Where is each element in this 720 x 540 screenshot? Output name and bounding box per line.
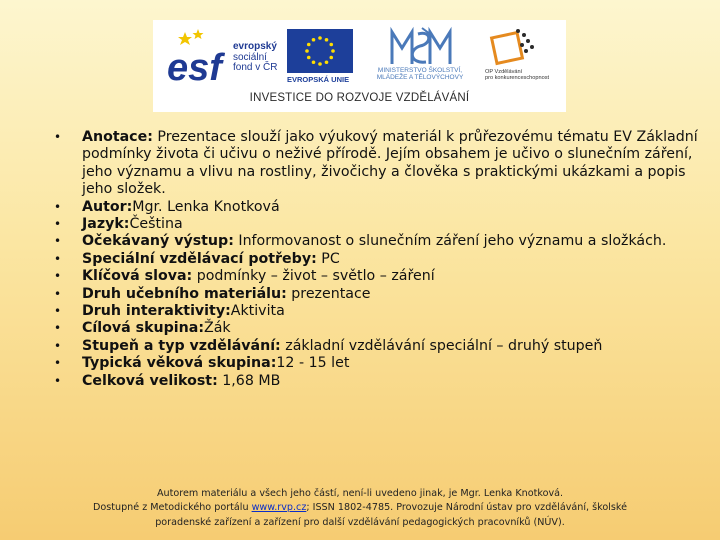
list-item: [52, 355, 702, 372]
svg-text:esf: esf: [167, 47, 222, 86]
list-item: [52, 216, 702, 233]
op-line-1: OP Vzdělávání: [485, 69, 523, 75]
footer: [60, 487, 660, 530]
list-item: [52, 303, 702, 320]
bullet-icon: •: [54, 217, 62, 232]
item-label: Stupeň a typ vzdělávání:: [82, 337, 281, 354]
eu-star-icon: [312, 38, 316, 42]
eu-star-icon: [307, 56, 311, 60]
op-logo-icon: [488, 25, 544, 71]
eu-star-icon: [305, 49, 309, 53]
list-item: [52, 268, 702, 285]
item-value: 12 - 15 let: [276, 355, 350, 372]
bullet-icon: •: [54, 269, 62, 284]
bullet-icon: •: [54, 304, 62, 319]
item-label: Speciální vzdělávací potřeby:: [82, 250, 317, 267]
msmt-line-2: MLÁDEŽE A TĚLOVÝCHOVY: [376, 73, 464, 81]
bullet-icon: •: [54, 234, 62, 249]
item-value: Žák: [204, 320, 231, 337]
item-label: Druh učebního materiálu:: [82, 285, 287, 302]
esf-line-2: sociální: [233, 51, 267, 63]
bullet-icon: •: [54, 338, 62, 353]
footer-line-2: [60, 501, 660, 515]
esf-line-1: evropský: [233, 41, 277, 52]
item-value: 1,68 MB: [217, 372, 281, 389]
logo-banner: [153, 20, 566, 112]
list-item: [52, 286, 702, 303]
eu-star-icon: [318, 36, 322, 40]
item-label: Cílová skupina:: [82, 320, 204, 337]
banner-caption: INVESTICE DO ROZVOJE VZDĚLÁVÁNÍ: [249, 92, 470, 104]
bullet-icon: •: [54, 356, 62, 371]
eu-star-icon: [329, 56, 333, 60]
metadata-list: [52, 129, 702, 390]
footer-line-2-post: ; ISSN 1802-4785. Provozuje Národní ústav pro vzdělávání, školské: [306, 502, 628, 514]
item-value: prezentace: [286, 285, 371, 302]
msmt-text: [365, 68, 475, 82]
item-label: Očekávaný výstup:: [82, 233, 234, 250]
item-value: Mgr. Lenka Knotková: [132, 198, 280, 215]
item-label: Anotace:: [82, 129, 153, 145]
list-item: [52, 129, 702, 199]
bullet-icon: •: [54, 130, 62, 144]
item-value: Aktivita: [230, 303, 285, 320]
item-label: Autor:: [82, 198, 133, 215]
bullet-icon: •: [54, 251, 62, 266]
bullet-icon: •: [54, 321, 62, 336]
item-label: Jazyk:: [82, 216, 130, 233]
eu-star-icon: [329, 43, 333, 47]
op-text: [485, 70, 549, 82]
eu-star-icon: [307, 43, 311, 47]
op-line-2: pro konkurenceschopnost: [485, 74, 550, 81]
portal-link[interactable]: www.rvp.cz: [251, 502, 307, 514]
list-item: [52, 320, 702, 337]
esf-line-3: fond v ČR: [233, 62, 278, 73]
item-value: PC: [316, 250, 340, 267]
footer-line-2-pre: Dostupné z Metodického portálu: [92, 502, 252, 514]
bullet-icon: •: [54, 373, 62, 388]
bullet-icon: •: [54, 199, 62, 214]
msmt-logo-icon: [386, 26, 456, 68]
item-label: Typická věková skupina:: [82, 355, 277, 372]
item-value: Prezentace slouží jako výukový materiál k průřezovému tématu EV Základní podmínky života či učivu o neživé přírodě. Jejím obsahem je učivo o slunečním záření, jeho významu a vlivu na rostliny, živočichy a člověka s praktickými ukázkami a popis jeho složek.: [82, 129, 698, 198]
eu-label: EVROPSKÁ UNIE: [287, 75, 350, 84]
item-label: Druh interaktivity:: [82, 303, 231, 320]
list-item: [52, 199, 702, 216]
eu-star-icon: [331, 49, 335, 53]
eu-star-icon: [318, 62, 322, 66]
list-item: [52, 373, 702, 390]
item-label: Celková velikost:: [82, 372, 218, 389]
eu-star-icon: [325, 38, 329, 42]
list-item: [52, 251, 702, 268]
esf-text: [233, 42, 277, 74]
msmt-line-1: MINISTERSTVO ŠKOLSTVÍ,: [377, 67, 463, 74]
bullet-icon: •: [54, 286, 62, 301]
list-item: [52, 233, 702, 250]
footer-line-1: Autorem materiálu a všech jeho částí, není-li uvedeno jinak, je Mgr. Lenka Knotková.: [156, 488, 564, 499]
item-value: podmínky – život – světlo – záření: [192, 268, 435, 285]
eu-flag-icon: [287, 29, 353, 73]
eu-star-icon: [312, 60, 316, 64]
item-label: Klíčová slova:: [82, 268, 193, 285]
item-value: Čeština: [129, 216, 183, 233]
item-value: základní vzdělávání speciální – druhý stupeň: [280, 337, 603, 354]
footer-line-3: poradenské zařízení a zařízení pro další vzdělávání pedagogických pracovníků (NÚV).: [155, 516, 565, 528]
list-item: [52, 338, 702, 355]
item-value: Informovanost o slunečním záření jeho významu a složkách.: [233, 233, 667, 250]
eu-star-icon: [325, 60, 329, 64]
